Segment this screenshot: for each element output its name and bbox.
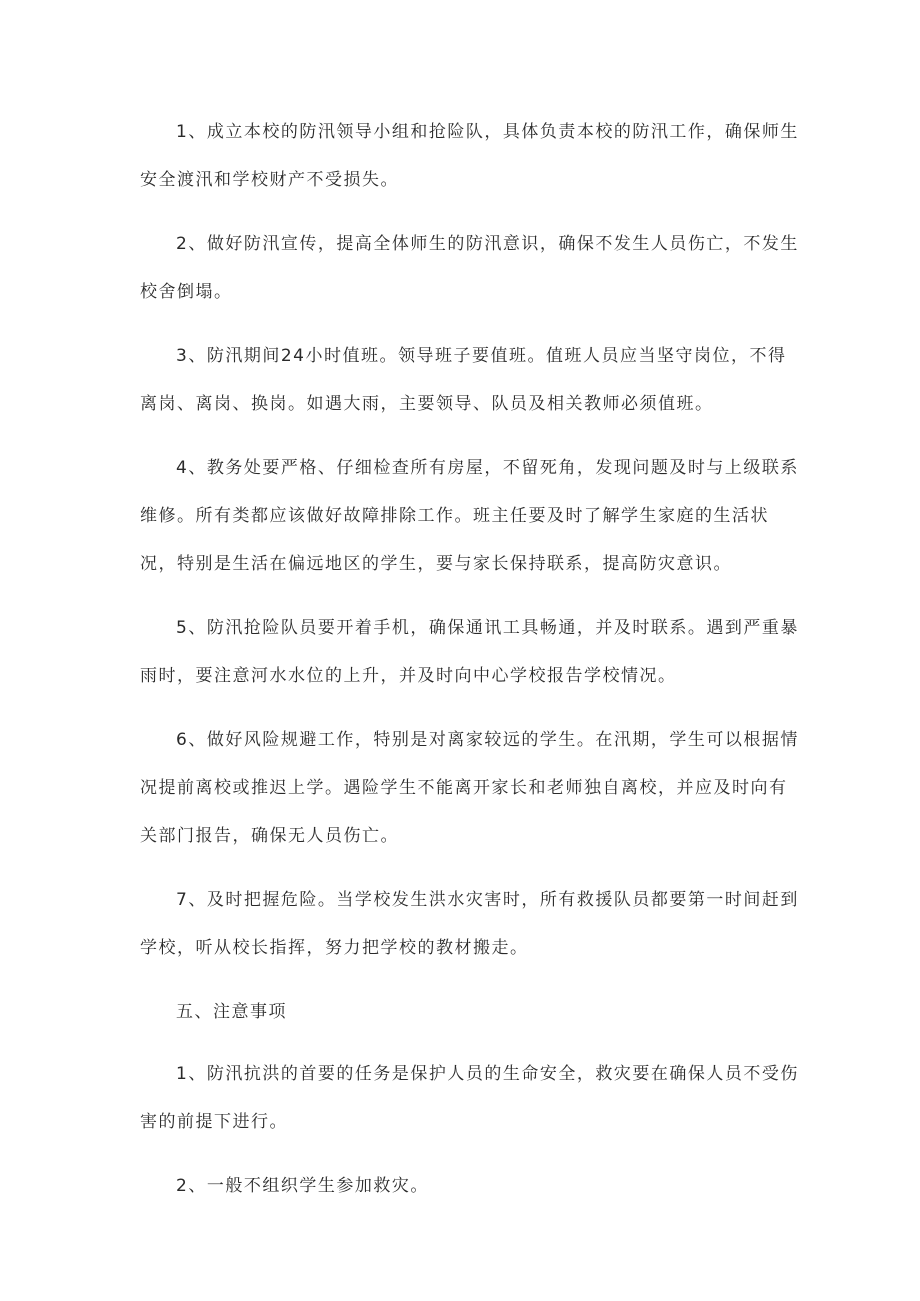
paragraph-5: 5、防汛抢险队员要开着手机，确保通讯工具畅通，并及时联系。遇到严重暴雨时，要注意河水水位的上升，并及时向中心学校报告学校情况。: [140, 618, 799, 686]
note-2: 2、一般不组织学生参加救灾。: [176, 1176, 429, 1196]
note-1: 1、防汛抗洪的首要的任务是保护人员的生命安全，救灾要在确保人员不受伤害的前提下进行。: [140, 1064, 799, 1132]
paragraph-4: 4、教务处要严格、仔细检查所有房屋，不留死角，发现问题及时与上级联系维修。所有类都应该做好故障排除工作。班主任要及时了解学生家庭的生活状况，特别是生活在偏远地区的学生，要与家长保持联系，提高防灾意识。: [140, 458, 799, 574]
paragraph-2: 2、做好防汛宣传，提高全体师生的防汛意识，确保不发生人员伤亡，不发生校舍倒塌。: [140, 234, 799, 302]
document-body: [140, 108, 800, 1226]
paragraph-6: 6、做好风险规避工作，特别是对离家较远的学生。在汛期，学生可以根据情况提前离校或推迟上学。遇险学生不能离开家长和老师独自离校，并应及时向有关部门报告，确保无人员伤亡。: [140, 730, 799, 846]
paragraph-1: 1、成立本校的防汛领导小组和抢险队，具体负责本校的防汛工作，确保师生安全渡汛和学校财产不受损失。: [140, 122, 799, 190]
section-heading: 五、注意事项: [176, 1002, 287, 1022]
paragraph-3: 3、防汛期间24小时值班。领导班子要值班。值班人员应当坚守岗位，不得离岗、离岗、换岗。如遇大雨，主要领导、队员及相关教师必须值班。: [140, 346, 787, 414]
paragraph-7: 7、及时把握危险。当学校发生洪水灾害时，所有救援队员都要第一时间赶到学校，听从校长指挥，努力把学校的教材搬走。: [140, 890, 799, 958]
